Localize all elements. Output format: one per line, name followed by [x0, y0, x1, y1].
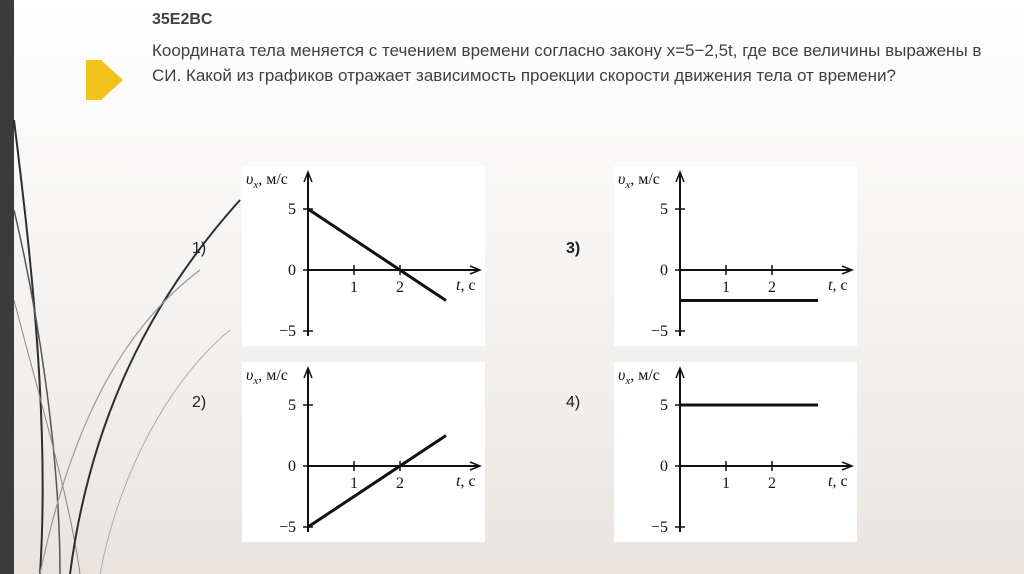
- y-axis-label: $\upsilon_x$, м/с: [618, 367, 660, 387]
- x-axis-label: t, с: [828, 277, 848, 294]
- x-tick-label: 2: [396, 279, 404, 296]
- y-axis-label: $\upsilon_x$, м/с: [246, 171, 288, 191]
- series-line: [308, 209, 446, 301]
- graph-panel-2[interactable]: [242, 362, 485, 542]
- series-line: [308, 436, 446, 528]
- x-axis-label: t, с: [456, 473, 476, 490]
- y-tick-label: 0: [660, 458, 668, 475]
- y-tick-label: 5: [288, 201, 296, 218]
- y-tick-label: 0: [660, 262, 668, 279]
- graph-panel-1[interactable]: [242, 166, 485, 346]
- graph-2: [242, 362, 485, 542]
- graph-3: [614, 166, 857, 346]
- y-tick-label: −5: [650, 323, 668, 340]
- y-tick-label: −5: [650, 519, 668, 536]
- x-tick-label: 1: [350, 475, 358, 492]
- x-axis-label: t, с: [828, 473, 848, 490]
- arrow-tab: [86, 60, 102, 100]
- x-tick-label: 1: [722, 279, 730, 296]
- x-tick-label: 2: [768, 279, 776, 296]
- graph-1: [242, 166, 485, 346]
- y-tick-label: 0: [288, 262, 296, 279]
- question-text: Координата тела меняется с течением времени согласно закону x=5−2,5t, где все величины выражены в СИ. Какой из графиков отражает зависимость проекции скорости движения тела от времени?: [152, 41, 982, 85]
- arrow-tab-tip: [101, 60, 123, 100]
- y-tick-label: −5: [278, 323, 296, 340]
- option-label-4[interactable]: 4): [566, 394, 581, 411]
- graph-panel-3[interactable]: [614, 166, 857, 346]
- y-axis-label: $\upsilon_x$, м/с: [618, 171, 660, 191]
- y-tick-label: −5: [278, 519, 296, 536]
- y-axis-label: $\upsilon_x$, м/с: [246, 367, 288, 387]
- x-tick-label: 1: [350, 279, 358, 296]
- x-tick-label: 2: [768, 475, 776, 492]
- graph-panel-4[interactable]: [614, 362, 857, 542]
- option-label-2[interactable]: 2): [192, 394, 207, 411]
- y-tick-label: 5: [660, 397, 668, 414]
- y-tick-label: 5: [660, 201, 668, 218]
- y-tick-label: 5: [288, 397, 296, 414]
- x-axis-label: t, с: [456, 277, 476, 294]
- slide-id: 35E2BC: [152, 11, 213, 28]
- graph-4: [614, 362, 857, 542]
- option-label-1[interactable]: 1): [192, 240, 207, 257]
- y-tick-label: 0: [288, 458, 296, 475]
- x-tick-label: 1: [722, 475, 730, 492]
- x-tick-label: 2: [396, 475, 404, 492]
- option-label-3[interactable]: 3): [566, 240, 581, 257]
